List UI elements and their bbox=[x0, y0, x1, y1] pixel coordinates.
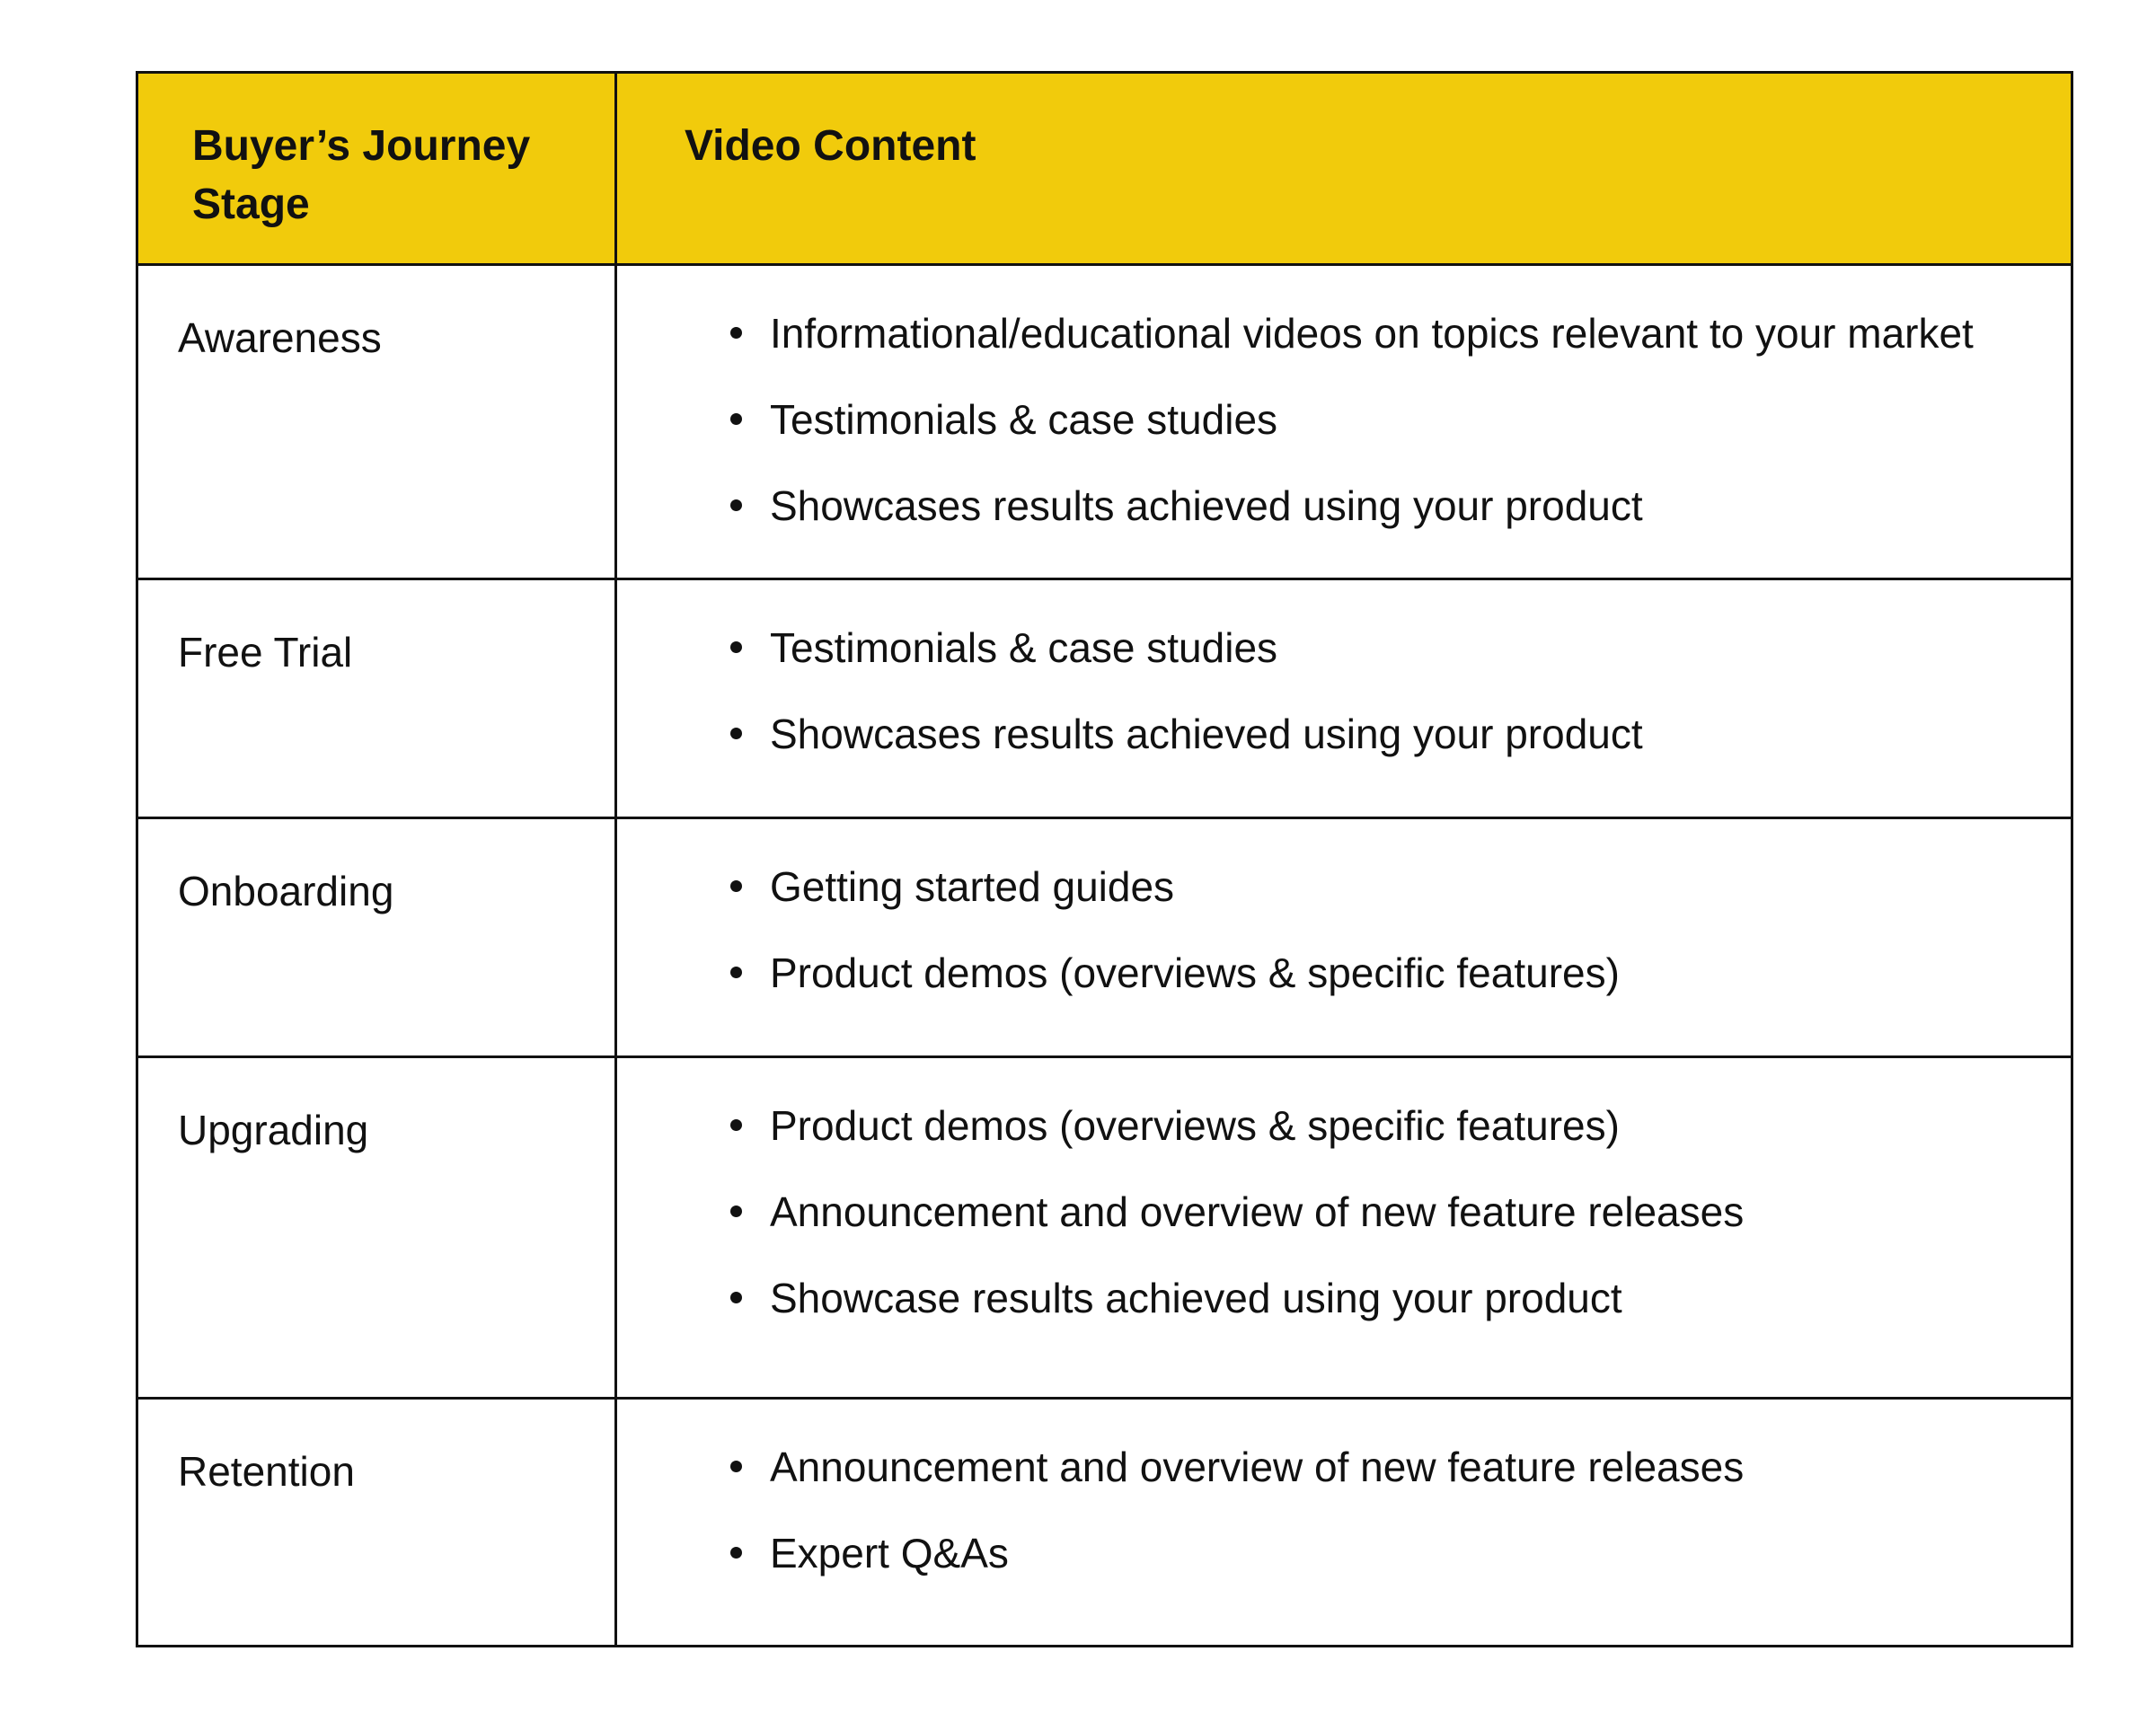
content-cell-awareness bbox=[616, 265, 2072, 579]
list-item-text: Product demos (overviews & specific features) bbox=[770, 1102, 1620, 1149]
list-item-text: Expert Q&As bbox=[770, 1530, 1009, 1576]
table-header-row bbox=[137, 73, 2072, 265]
list-item bbox=[770, 393, 2062, 446]
list-item-text: Testimonials & case studies bbox=[770, 396, 1278, 443]
stage-label: Free Trial bbox=[178, 629, 353, 676]
stage-label: Upgrading bbox=[178, 1107, 369, 1153]
bullet-icon bbox=[730, 499, 742, 511]
content-list bbox=[617, 580, 2071, 761]
list-item-text: Showcases results achieved using your product bbox=[770, 711, 1643, 757]
content-cell-free-trial bbox=[616, 579, 2072, 818]
stage-cell-retention bbox=[137, 1399, 616, 1647]
stage-label: Onboarding bbox=[178, 868, 394, 914]
bullet-icon bbox=[730, 1461, 742, 1472]
table-row bbox=[137, 579, 2072, 818]
header-stage-cell bbox=[137, 73, 616, 265]
header-content-cell bbox=[616, 73, 2072, 265]
list-item bbox=[770, 1271, 2062, 1325]
table-row bbox=[137, 1057, 2072, 1399]
list-item-text: Getting started guides bbox=[770, 863, 1175, 910]
bullet-icon bbox=[730, 728, 742, 739]
list-item bbox=[770, 946, 2062, 1000]
list-item-text: Showcases results achieved using your product bbox=[770, 482, 1643, 529]
bullet-icon bbox=[730, 1292, 742, 1303]
list-item-text: Testimonials & case studies bbox=[770, 624, 1278, 671]
table-row bbox=[137, 818, 2072, 1057]
header-content-label: Video Content bbox=[685, 122, 976, 170]
content-list bbox=[617, 266, 2071, 533]
stage-cell-awareness bbox=[137, 265, 616, 579]
bullet-icon bbox=[730, 967, 742, 978]
bullet-icon bbox=[730, 1547, 742, 1559]
bullet-icon bbox=[730, 1119, 742, 1131]
list-item bbox=[770, 479, 2062, 533]
list-item bbox=[770, 621, 2062, 675]
list-item bbox=[770, 707, 2062, 761]
content-list bbox=[617, 819, 2071, 1000]
stage-label: Awareness bbox=[178, 314, 382, 361]
stage-cell-upgrading bbox=[137, 1057, 616, 1399]
list-item bbox=[770, 1526, 2062, 1580]
journey-video-table bbox=[136, 71, 2073, 1647]
content-list bbox=[617, 1058, 2071, 1325]
list-item-text: Informational/educational videos on topics relevant to your market bbox=[770, 310, 1974, 357]
bullet-icon bbox=[730, 413, 742, 425]
list-item bbox=[770, 860, 2062, 914]
table-row bbox=[137, 1399, 2072, 1647]
bullet-icon bbox=[730, 880, 742, 892]
content-cell-onboarding bbox=[616, 818, 2072, 1057]
content-cell-retention bbox=[616, 1399, 2072, 1647]
table-row bbox=[137, 265, 2072, 579]
stage-cell-onboarding bbox=[137, 818, 616, 1057]
header-stage-label: Buyer’s Journey Stage bbox=[192, 122, 531, 228]
stage-cell-free-trial bbox=[137, 579, 616, 818]
content-list bbox=[617, 1400, 2071, 1580]
list-item-text: Announcement and overview of new feature releases bbox=[770, 1188, 1745, 1235]
content-cell-upgrading bbox=[616, 1057, 2072, 1399]
list-item-text: Announcement and overview of new feature releases bbox=[770, 1444, 1745, 1490]
stage-label: Retention bbox=[178, 1448, 355, 1495]
list-item bbox=[770, 1099, 2062, 1153]
list-item-text: Product demos (overviews & specific features) bbox=[770, 949, 1620, 996]
bullet-icon bbox=[730, 641, 742, 653]
bullet-icon bbox=[730, 1206, 742, 1217]
list-item bbox=[770, 1440, 2062, 1494]
list-item bbox=[770, 306, 2062, 360]
list-item bbox=[770, 1185, 2062, 1239]
list-item-text: Showcase results achieved using your product bbox=[770, 1275, 1622, 1321]
bullet-icon bbox=[730, 327, 742, 339]
